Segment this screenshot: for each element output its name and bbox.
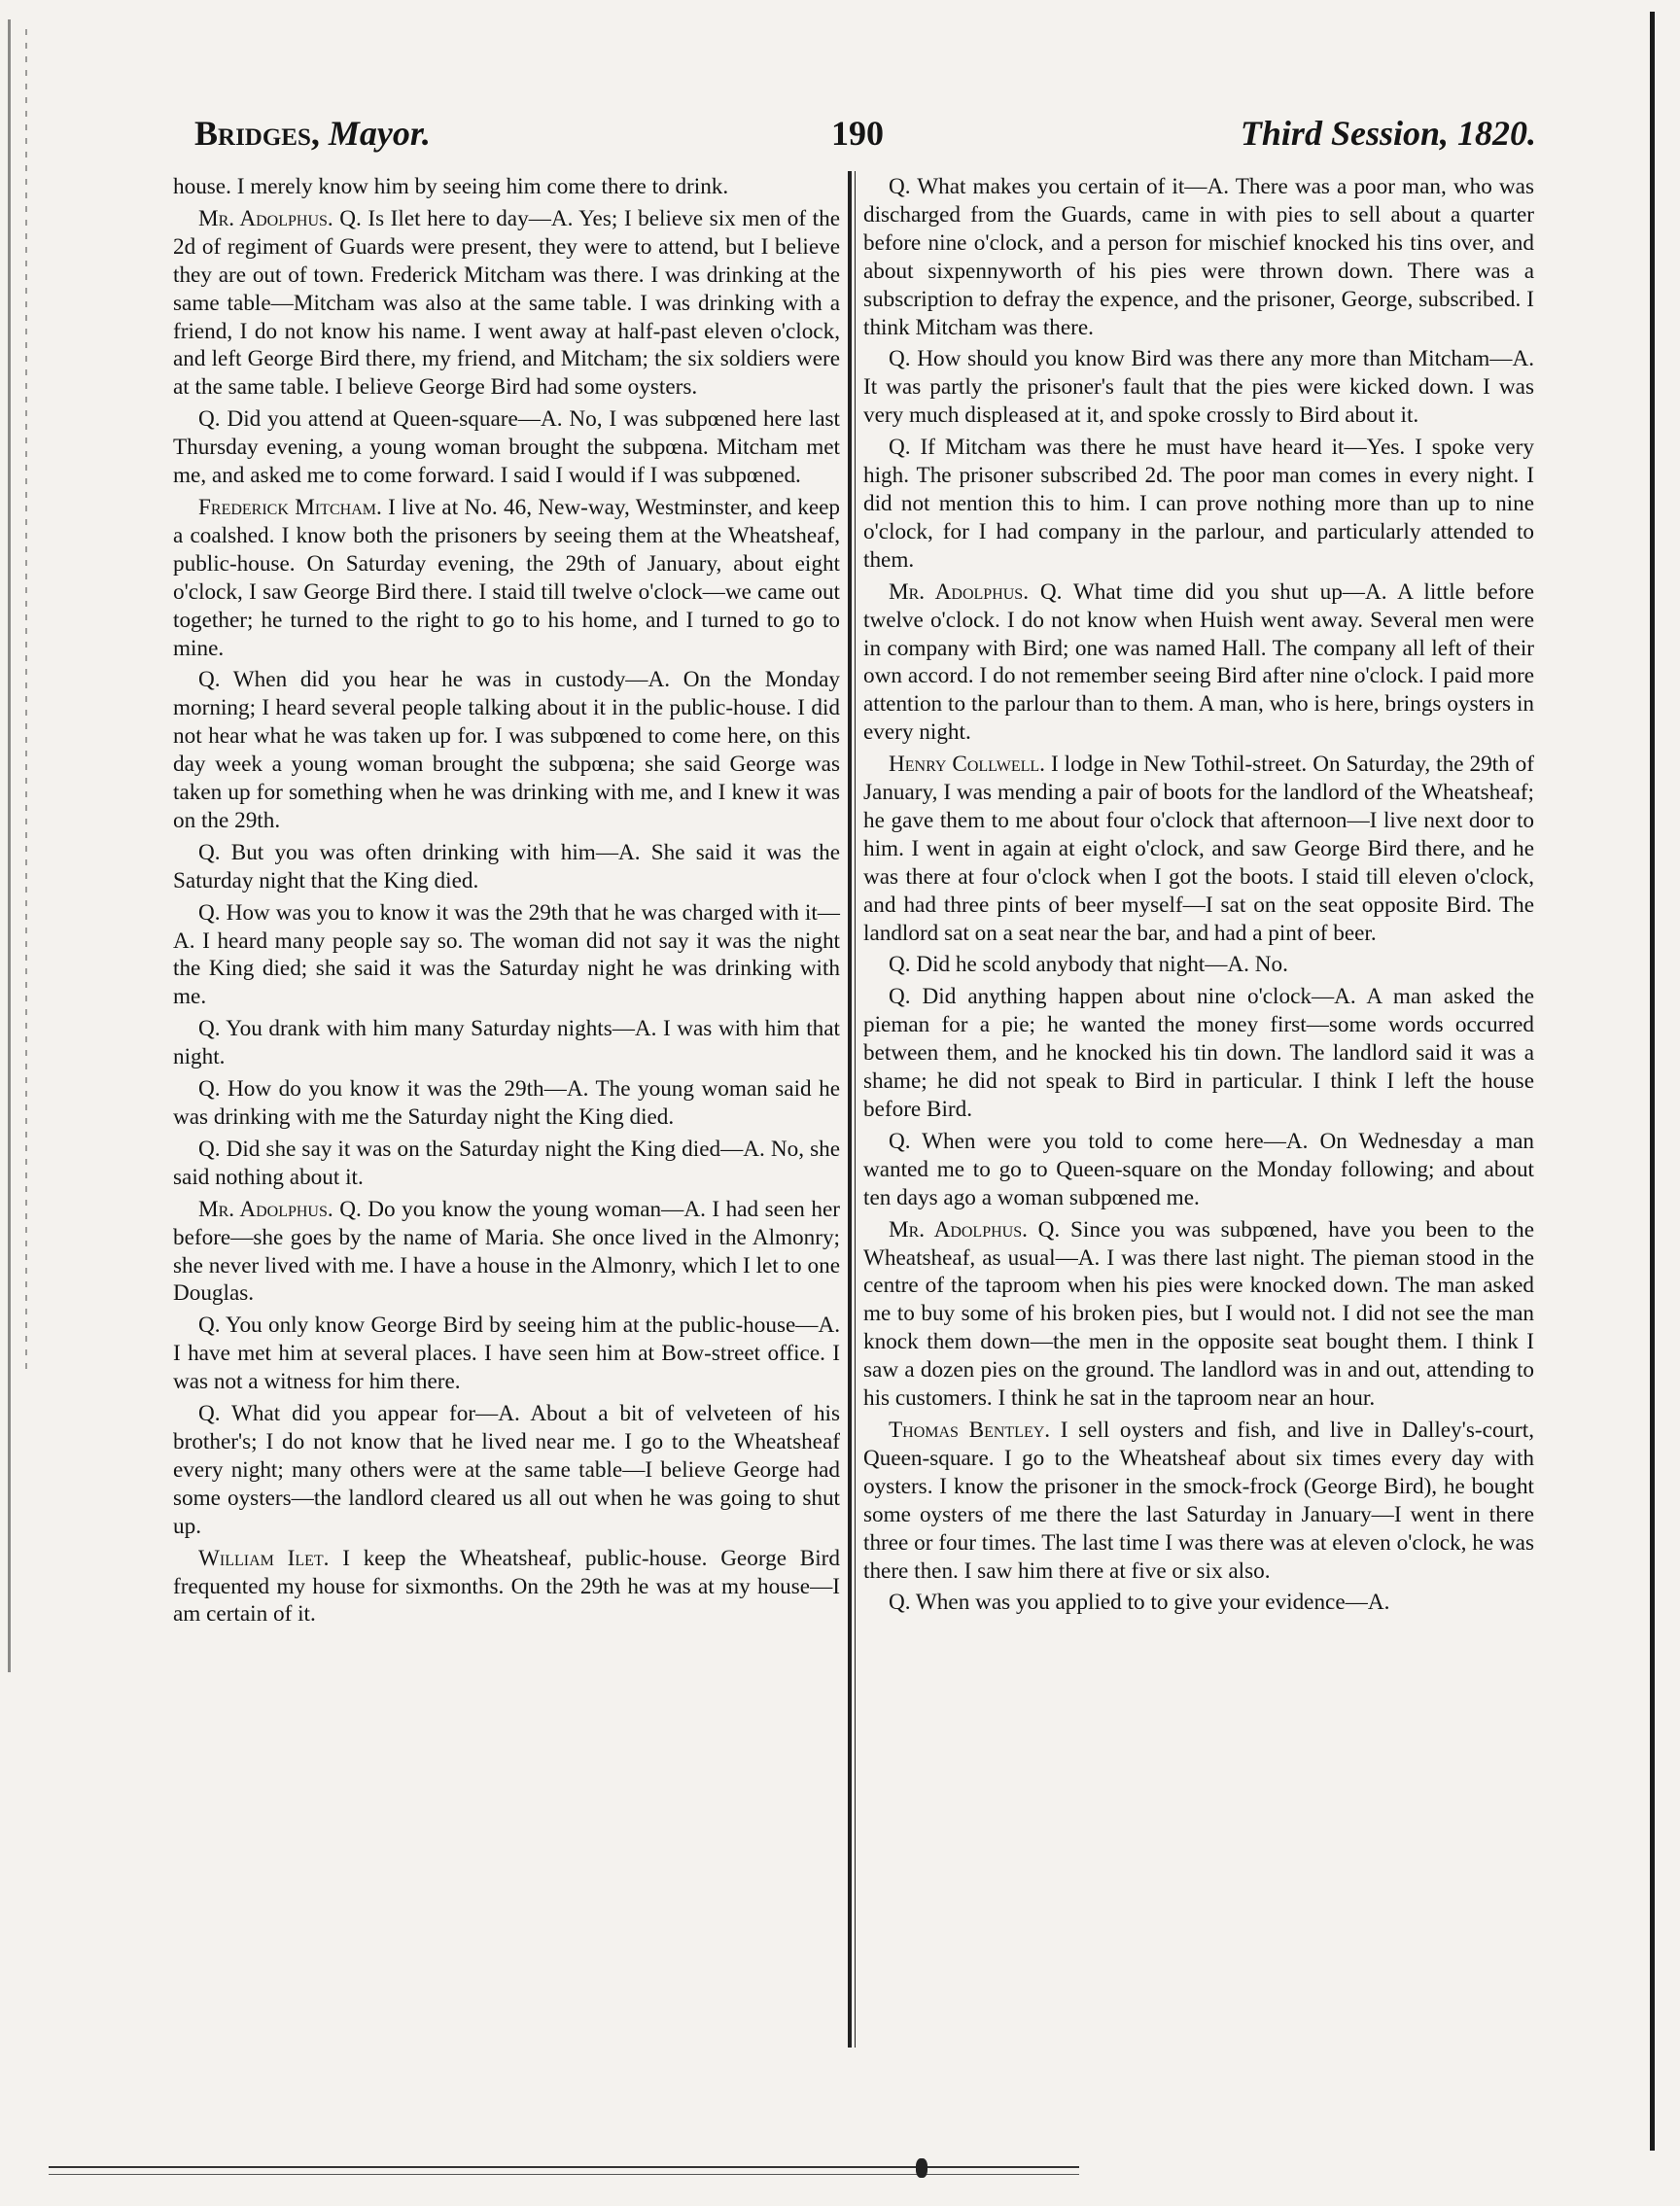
paragraph: [863, 1128, 1534, 1212]
paragraph: [863, 173, 1534, 341]
paragraph-text: Q. What makes you certain of it—A. There was a poor man, who was discharged from the Guards, came in with pies to sell about a quarter before nine o'clock, and a person for mischief knocked his tins over, and about sixpennyworth of his pies were thrown down. There was a subscription to defray the expence, and the prisoner, George, subscribed. I think Mitcham was there.: [863, 174, 1534, 340]
speaker-name: William Ilet.: [198, 1545, 330, 1571]
paragraph-text: Q. How should you know Bird was there any more than Mitcham—A. It was partly the prisoner's fault that the pies were kicked down. I was very much displeased at it, and spoke crossly to Bird about it.: [863, 346, 1534, 429]
paragraph-text: Q. If Mitcham was there he must have heard it—Yes. I spoke very high. The prisoner subscribed 2d. The poor man comes in every night. I did not mention this to him. I can prove nothing more than up to nine o'clock, for I had company in the parlour, and particularly attended to them.: [863, 435, 1534, 573]
left-column: [173, 173, 840, 1632]
binding-edge-mark: [8, 19, 20, 1672]
header-name: Bridges,: [194, 114, 320, 153]
running-header: [194, 113, 1536, 161]
paragraph: [173, 173, 840, 201]
paragraph-text: Q. You drank with him many Saturday nights—A. I was with him that night.: [173, 1016, 840, 1070]
paragraph-text: Q. Since you was subpœned, have you been to the Wheatsheaf, as usual—A. I was there last night. The pieman stood in the centre of the taproom when his pies were knocked down. The man asked me to buy some of his broken pies, but I would not. I did not see the man knock them down—the men in the opposite seat bought them. I think I saw a dozen pies on the ground. The landlord was in and out, attending to his customers. I think he sat in the taproom near an hour.: [863, 1216, 1534, 1412]
paragraph: [173, 666, 840, 834]
paragraph-text: Q. When did you hear he was in custody—A. On the Monday morning; I heard several people talking about it in the public-house. I did not hear what he was taken up for. I was subpœned to come here, on this day week a young woman brought the subpœna; she said George was taken up for something when he was drinking with me, and I knew it was on the 29th.: [173, 667, 840, 833]
paragraph: [863, 1589, 1534, 1617]
paragraph: [173, 839, 840, 895]
paragraph-text: Q. When were you told to come here—A. On Wednesday a man wanted me to go to Queen-square on the Monday following; and about ten days ago a woman subpœned me.: [863, 1128, 1534, 1210]
paragraph-text: Q. When was you applied to to give your evidence—A.: [889, 1590, 1390, 1616]
speaker-name: Henry Collwell.: [889, 752, 1045, 778]
header-left: [194, 113, 431, 154]
speaker-name: Frederick Mitcham.: [198, 494, 382, 520]
paragraph: [863, 951, 1534, 979]
paragraph: [863, 578, 1534, 747]
paragraph: [173, 899, 840, 1012]
signature-mark: [916, 2158, 928, 2178]
paragraph-text: I keep the Wheatsheaf, public-house. George Bird frequented my house for sixmonths. On the 29th he was at my house—I am certain of it.: [173, 1545, 840, 1628]
paragraph-text: Q. But you was often drinking with him—A. She said it was the Saturday night that the King died.: [173, 839, 840, 893]
paragraph-text: Q. You only know George Bird by seeing him at the public-house—A. I have met him at several places. I have seen him at Bow-street office. I was not a witness for him there.: [173, 1313, 840, 1395]
right-column: [863, 173, 1534, 1621]
paragraph: [173, 205, 840, 402]
paragraph-text: Q. Did anything happen about nine o'clock—A. A man asked the pieman for a pie; he wanted the money first—some words occurred between them, and he knocked his tin down. The landlord said it was a shame; he did not speak to Bird in particular. I think I left the house before Bird.: [863, 984, 1534, 1122]
paragraph: [173, 1015, 840, 1071]
page-edge-rule: [1650, 12, 1655, 2151]
paragraph: [863, 983, 1534, 1124]
speaker-name: Mr. Adolphus.: [198, 1196, 333, 1222]
paragraph: [173, 1136, 840, 1192]
paragraph-text: Q. Is Ilet here to day—A. Yes; I believe six men of the 2d of regiment of Guards were present, they were to attend, but I believe they are out of town. Frederick Mitcham was there. I was drinking at the same table—Mitcham was also at the same table. I was drinking with a friend, I do not know his name. I went away at half-past eleven o'clock, and left George Bird there, my friend, and Mitcham; the six soldiers were at the same table. I believe George Bird had some oysters.: [173, 205, 840, 401]
header-session: Third Session, 1820.: [1240, 114, 1536, 153]
paragraph-text: Q. Do you know the young woman—A. I had seen her before—she goes by the name of Maria. She once lived in the Almonry; she never lived with me. I have a house in the Almonry, which I let to one Douglas.: [173, 1196, 840, 1307]
paragraph-text: Q. How do you know it was the 29th—A. The young woman said he was drinking with me the Saturday night the King died.: [173, 1076, 840, 1130]
paragraph: [173, 1545, 840, 1629]
speaker-name: Thomas Bentley.: [889, 1417, 1051, 1443]
paragraph: [863, 1417, 1534, 1585]
paragraph-text: Q. Did you attend at Queen-square—A. No, I was subpœned here last Thursday evening, a young woman brought the subpœna. Mitcham met me, and asked me to come forward. I said I would if I was subpœned.: [173, 406, 840, 489]
paragraph: [173, 1312, 840, 1396]
paragraph-text: Q. How was you to know it was the 29th that he was charged with it—A. I heard many people say so. The woman did not say it was the night the King died; she said it was the Saturday night he was drinking with me.: [173, 899, 840, 1010]
paragraph-text: Q. What did you appear for—A. About a bit of velveteen of his brother's; I do not know that he lived near me. I go to the Wheatsheaf every night; many others were at the same table—I believe George had some oysters—the landlord cleared us all out when he was going to shut up.: [173, 1401, 840, 1539]
paragraph: [863, 1216, 1534, 1413]
binding-edge-dashes: [25, 29, 27, 1371]
paragraph: [173, 1196, 840, 1309]
header-title: Mayor.: [319, 114, 431, 153]
paragraph: [173, 405, 840, 490]
paragraph-text: I sell oysters and fish, and live in Dalley's-court, Queen-square. I go to the Wheatsheaf about six times every day with oysters. I know the prisoner in the smock-frock (George Bird), he bought some oysters of me there the last Saturday in January—I went in there three or four times. The last time I was there was at eleven o'clock, he was there then. I saw him there at five or six also.: [863, 1417, 1535, 1584]
paragraph-text: Q. Did she say it was on the Saturday night the King died—A. No, she said nothing about it.: [173, 1136, 840, 1190]
paragraph-text: house. I merely know him by seeing him come there to drink.: [173, 174, 729, 199]
paragraph-text: I live at No. 46, New-way, Westminster, and keep a coalshed. I know both the prisoners by seeing them at the Wheatsheaf, public-house. On Saturday evening, the 29th of January, about eight o'clock, I saw George Bird there. I staid till twelve o'clock—we came out together; he turned to the right to go to his home, and I turned to go to mine.: [173, 494, 840, 661]
paragraph: [173, 1400, 840, 1541]
paragraph: [863, 751, 1534, 947]
speaker-name: Mr. Adolphus.: [198, 205, 333, 231]
paragraph-text: Q. What time did you shut up—A. A little before twelve o'clock. I do not know when Huish went away. Several men were in company with Bird; one was named Hall. The company all left of their own accord. I do not remember seeing Bird after nine o'clock. I paid more attention to the parlour than to them. A man, who is here, brings oysters in every night.: [863, 578, 1534, 746]
paragraph: [863, 434, 1534, 575]
page-number: 190: [831, 114, 884, 153]
paragraph: [173, 494, 840, 662]
paragraph-text: Q. Did he scold anybody that night—A. No.: [889, 952, 1288, 978]
speaker-name: Mr. Adolphus.: [889, 1216, 1028, 1243]
paragraph: [173, 1075, 840, 1132]
column-divider-thin: [855, 171, 856, 2048]
paragraph: [863, 345, 1534, 430]
speaker-name: Mr. Adolphus.: [889, 578, 1029, 605]
column-divider: [848, 171, 852, 2048]
paragraph-text: I lodge in New Tothil-street. On Saturday, the 29th of January, I was mending a pair of boots for the landlord of the Wheatsheaf; he gave them to me about four o'clock that afternoon—I live next door to him. I went in again at eight o'clock, and saw George Bird there, and he was there at four o'clock when I got the boots. I staid till eleven o'clock, and had three pints of beer myself—I sat on the seat opposite Bird. The landlord sat on a seat near the bar, and had a pint of beer.: [863, 752, 1534, 946]
